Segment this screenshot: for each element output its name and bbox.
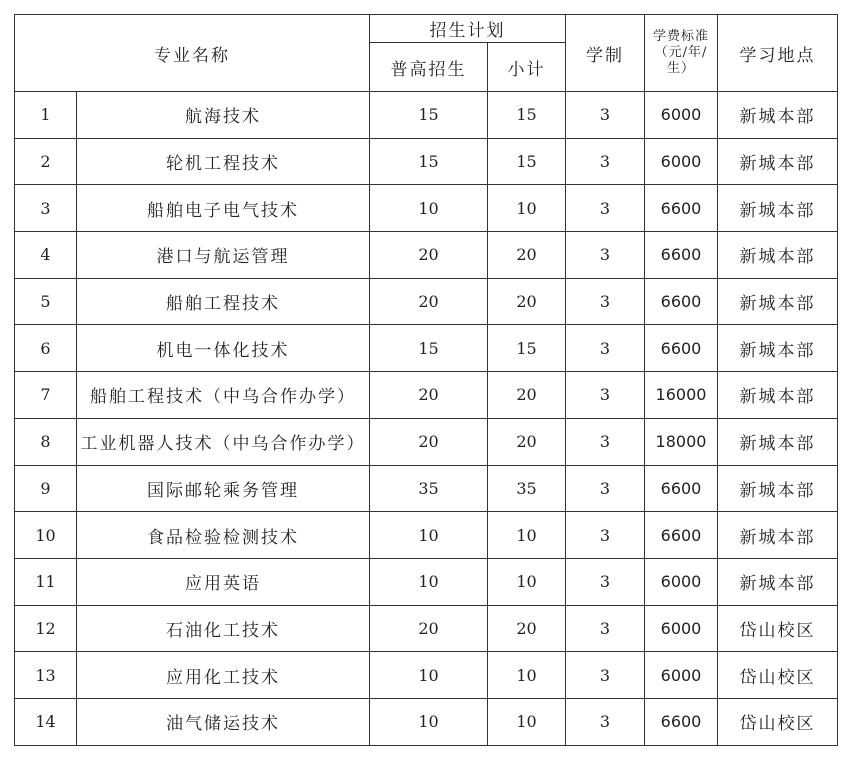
row-number: 6 xyxy=(15,325,77,372)
major-name: 工业机器人技术（中乌合作办学） xyxy=(77,418,370,465)
tuition-fee: 16000 xyxy=(645,372,718,419)
table-row xyxy=(15,605,838,652)
tuition-fee: 6000 xyxy=(645,138,718,185)
plan-subtotal-count: 15 xyxy=(488,92,566,139)
table-row xyxy=(15,92,838,139)
row-number: 3 xyxy=(15,185,77,232)
study-location: 岱山校区 xyxy=(718,605,838,652)
plan-subtotal-count: 10 xyxy=(488,558,566,605)
major-name: 港口与航运管理 xyxy=(77,232,370,279)
header-plan: 招生计划 xyxy=(370,15,566,43)
row-number: 4 xyxy=(15,232,77,279)
duration-years: 3 xyxy=(566,652,645,699)
row-number: 12 xyxy=(15,605,77,652)
plan-subtotal-count: 10 xyxy=(488,652,566,699)
table-row xyxy=(15,138,838,185)
plan-subtotal-count: 20 xyxy=(488,372,566,419)
tuition-fee: 6000 xyxy=(645,605,718,652)
study-location: 新城本部 xyxy=(718,92,838,139)
duration-years: 3 xyxy=(566,92,645,139)
major-name: 石油化工技术 xyxy=(77,605,370,652)
duration-years: 3 xyxy=(566,138,645,185)
study-location: 新城本部 xyxy=(718,278,838,325)
table-row xyxy=(15,558,838,605)
study-location: 新城本部 xyxy=(718,558,838,605)
plan-general-count: 15 xyxy=(370,138,488,185)
tuition-fee: 6600 xyxy=(645,185,718,232)
major-name: 油气储运技术 xyxy=(77,698,370,745)
duration-years: 3 xyxy=(566,325,645,372)
tuition-fee: 6600 xyxy=(645,465,718,512)
row-number: 5 xyxy=(15,278,77,325)
table-row xyxy=(15,652,838,699)
plan-subtotal-count: 20 xyxy=(488,278,566,325)
study-location: 新城本部 xyxy=(718,138,838,185)
major-name: 机电一体化技术 xyxy=(77,325,370,372)
duration-years: 3 xyxy=(566,278,645,325)
plan-subtotal-count: 20 xyxy=(488,232,566,279)
plan-general-count: 10 xyxy=(370,698,488,745)
row-number: 1 xyxy=(15,92,77,139)
study-location: 岱山校区 xyxy=(718,652,838,699)
tuition-fee: 6000 xyxy=(645,92,718,139)
major-name: 应用化工技术 xyxy=(77,652,370,699)
duration-years: 3 xyxy=(566,232,645,279)
table-row xyxy=(15,512,838,559)
tuition-fee: 6000 xyxy=(645,558,718,605)
plan-general-count: 20 xyxy=(370,232,488,279)
plan-subtotal-count: 15 xyxy=(488,138,566,185)
study-location: 新城本部 xyxy=(718,232,838,279)
table-row xyxy=(15,372,838,419)
table-row xyxy=(15,698,838,745)
row-number: 9 xyxy=(15,465,77,512)
table-row xyxy=(15,465,838,512)
plan-general-count: 10 xyxy=(370,652,488,699)
row-number: 14 xyxy=(15,698,77,745)
major-name: 船舶工程技术（中乌合作办学） xyxy=(77,372,370,419)
study-location: 新城本部 xyxy=(718,325,838,372)
tuition-fee: 6600 xyxy=(645,698,718,745)
header-plan-subtotal: 小计 xyxy=(488,43,566,92)
plan-subtotal-count: 35 xyxy=(488,465,566,512)
table-row xyxy=(15,185,838,232)
row-number: 8 xyxy=(15,418,77,465)
plan-general-count: 20 xyxy=(370,278,488,325)
enrollment-table xyxy=(14,14,838,746)
major-name: 船舶工程技术 xyxy=(77,278,370,325)
plan-subtotal-count: 20 xyxy=(488,605,566,652)
duration-years: 3 xyxy=(566,372,645,419)
tuition-fee: 6600 xyxy=(645,512,718,559)
row-number: 11 xyxy=(15,558,77,605)
major-name: 轮机工程技术 xyxy=(77,138,370,185)
header-duration: 学制 xyxy=(566,15,645,92)
row-number: 10 xyxy=(15,512,77,559)
plan-general-count: 20 xyxy=(370,605,488,652)
major-name: 航海技术 xyxy=(77,92,370,139)
study-location: 新城本部 xyxy=(718,185,838,232)
plan-general-count: 10 xyxy=(370,558,488,605)
plan-subtotal-count: 10 xyxy=(488,512,566,559)
major-name: 船舶电子电气技术 xyxy=(77,185,370,232)
header-major: 专业名称 xyxy=(15,15,370,92)
table-row xyxy=(15,278,838,325)
table-row xyxy=(15,418,838,465)
tuition-fee: 18000 xyxy=(645,418,718,465)
plan-subtotal-count: 15 xyxy=(488,325,566,372)
plan-general-count: 15 xyxy=(370,325,488,372)
header-fee: 学费标准（元/年/生） xyxy=(645,15,718,92)
study-location: 新城本部 xyxy=(718,418,838,465)
duration-years: 3 xyxy=(566,185,645,232)
plan-general-count: 20 xyxy=(370,372,488,419)
duration-years: 3 xyxy=(566,512,645,559)
plan-general-count: 20 xyxy=(370,418,488,465)
duration-years: 3 xyxy=(566,465,645,512)
plan-subtotal-count: 20 xyxy=(488,418,566,465)
plan-general-count: 10 xyxy=(370,512,488,559)
study-location: 新城本部 xyxy=(718,512,838,559)
header-row-top xyxy=(15,15,838,43)
row-number: 2 xyxy=(15,138,77,185)
duration-years: 3 xyxy=(566,698,645,745)
major-name: 应用英语 xyxy=(77,558,370,605)
table-row xyxy=(15,325,838,372)
tuition-fee: 6000 xyxy=(645,652,718,699)
plan-general-count: 10 xyxy=(370,185,488,232)
table-body xyxy=(15,92,838,746)
header-location: 学习地点 xyxy=(718,15,838,92)
duration-years: 3 xyxy=(566,558,645,605)
duration-years: 3 xyxy=(566,418,645,465)
tuition-fee: 6600 xyxy=(645,278,718,325)
plan-subtotal-count: 10 xyxy=(488,698,566,745)
row-number: 7 xyxy=(15,372,77,419)
tuition-fee: 6600 xyxy=(645,232,718,279)
major-name: 国际邮轮乘务管理 xyxy=(77,465,370,512)
plan-general-count: 35 xyxy=(370,465,488,512)
study-location: 新城本部 xyxy=(718,465,838,512)
plan-general-count: 15 xyxy=(370,92,488,139)
header-plan-general: 普高招生 xyxy=(370,43,488,92)
duration-years: 3 xyxy=(566,605,645,652)
plan-subtotal-count: 10 xyxy=(488,185,566,232)
table-row xyxy=(15,232,838,279)
major-name: 食品检验检测技术 xyxy=(77,512,370,559)
row-number: 13 xyxy=(15,652,77,699)
tuition-fee: 6600 xyxy=(645,325,718,372)
study-location: 新城本部 xyxy=(718,372,838,419)
study-location: 岱山校区 xyxy=(718,698,838,745)
